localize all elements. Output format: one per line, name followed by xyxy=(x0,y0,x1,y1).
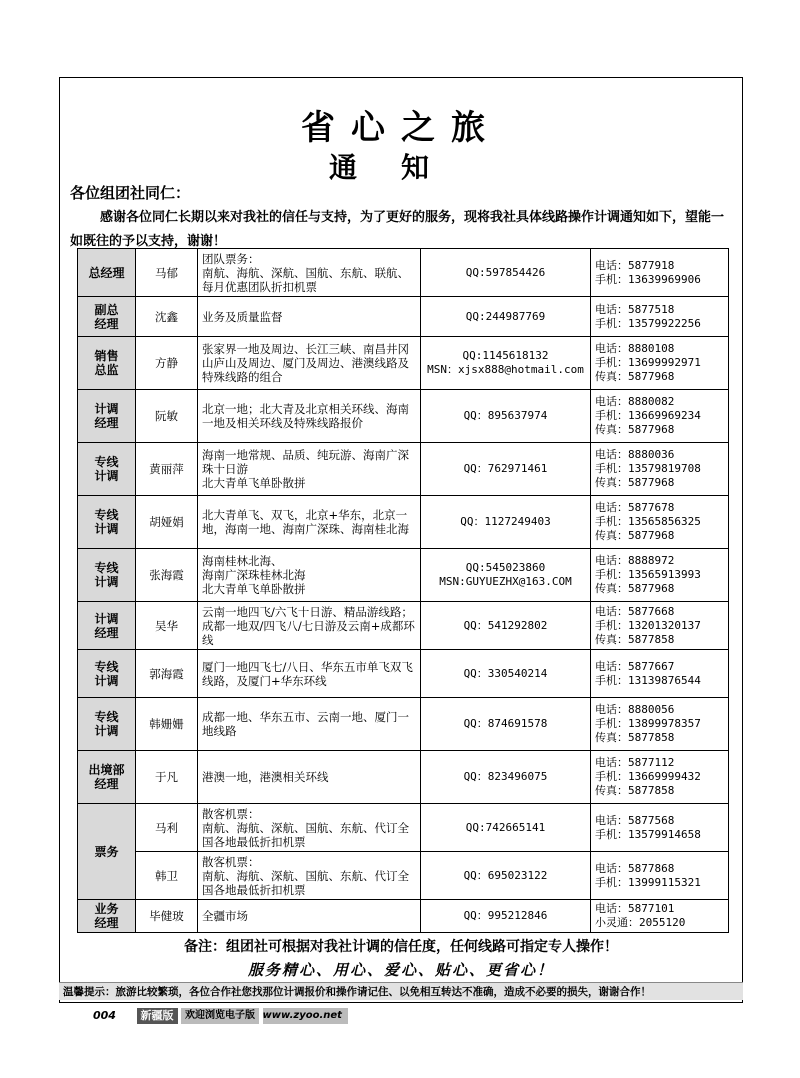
notice-page xyxy=(59,77,743,1003)
staff-phones: 电话：8888972 手机：13565913993 传真：5877968 xyxy=(591,549,729,602)
staff-title: 专线 计调 xyxy=(78,496,136,549)
staff-title: 计调 经理 xyxy=(78,390,136,443)
warm-tip: 温馨提示：旅游比较繁琐，各位合作社您找那位计调报价和操作请记住、以免相互转达不准确，造成不必要的损失，谢谢合作！ xyxy=(59,982,743,1000)
table-row xyxy=(78,297,729,337)
staff-name: 毕健玻 xyxy=(136,900,198,933)
staff-contact: QQ：330540214 xyxy=(421,650,591,698)
staff-title: 专线 计调 xyxy=(78,698,136,751)
staff-name: 于凡 xyxy=(136,751,198,804)
staff-contact: QQ:597854426 xyxy=(421,249,591,297)
table-row xyxy=(78,602,729,650)
remark: 备注：组团社可根据对我社计调的信任度，任何线路可指定专人操作！ xyxy=(184,939,618,955)
staff-phones: 电话：5877678 手机：13565856325 传真：5877968 xyxy=(591,496,729,549)
staff-phones: 电话：5877868 手机：13999115321 xyxy=(591,852,729,900)
intro-paragraph: 感谢各位同仁长期以来对我社的信任与支持，为了更好的服务，现将我社具体线路操作计调通知如下，望能一如既往的予以支持，谢谢！ xyxy=(70,210,725,249)
table-row xyxy=(78,443,729,496)
table-row xyxy=(78,337,729,390)
staff-title: 专线 计调 xyxy=(78,443,136,496)
table-row xyxy=(78,496,729,549)
staff-title: 计调 经理 xyxy=(78,602,136,650)
staff-contact: QQ：1127249403 xyxy=(421,496,591,549)
table-row xyxy=(78,549,729,602)
staff-duties: 云南一地四飞/六飞十日游、精品游线路；成都一地双/四飞八/七日游及云南+成都环线 xyxy=(198,602,421,650)
table-row xyxy=(78,249,729,297)
table-row xyxy=(78,390,729,443)
staff-duties: 厦门一地四飞七/八日、华东五市单飞双飞线路，及厦门+华东环线 xyxy=(198,650,421,698)
staff-phones: 电话：8880056 手机：13899978357 传真：5877858 xyxy=(591,698,729,751)
staff-phones: 电话：5877101 小灵通：2055120 xyxy=(591,900,729,933)
staff-duties: 业务及质量监督 xyxy=(198,297,421,337)
staff-contact: QQ:545023860 MSN:GUYUEZHX@163.COM xyxy=(421,549,591,602)
staff-contact: QQ：541292802 xyxy=(421,602,591,650)
staff-duties: 北京一地；北大青及北京相关环线、海南一地及相关环线及特殊线路报价 xyxy=(198,390,421,443)
staff-name: 张海霞 xyxy=(136,549,198,602)
table-row xyxy=(78,751,729,804)
staff-title: 出境部 经理 xyxy=(78,751,136,804)
website-link[interactable]: www.zyoo.net xyxy=(263,1008,348,1024)
staff-phones: 电话：5877112 手机：13669999432 传真：5877858 xyxy=(591,751,729,804)
staff-duties: 全疆市场 xyxy=(198,900,421,933)
staff-title: 专线 计调 xyxy=(78,650,136,698)
staff-contact: QQ:244987769 xyxy=(421,297,591,337)
staff-title: 专线 计调 xyxy=(78,549,136,602)
staff-phones: 电话：8880082 手机：13669969234 传真：5877968 xyxy=(591,390,729,443)
staff-table xyxy=(77,248,729,933)
staff-name: 阮敏 xyxy=(136,390,198,443)
staff-name: 沈鑫 xyxy=(136,297,198,337)
staff-contact: QQ：762971461 xyxy=(421,443,591,496)
staff-name: 郭海霞 xyxy=(136,650,198,698)
staff-contact: QQ：895637974 xyxy=(421,390,591,443)
staff-name: 胡娅娟 xyxy=(136,496,198,549)
staff-duties: 港澳一地，港澳相关环线 xyxy=(198,751,421,804)
table-row xyxy=(78,900,729,933)
page-number: 004 xyxy=(93,1009,116,1022)
greeting: 各位组团社同仁： xyxy=(70,184,191,202)
staff-contact: QQ：874691578 xyxy=(421,698,591,751)
staff-title: 业务 经理 xyxy=(78,900,136,933)
staff-phones: 电话：5877568 手机：13579914658 xyxy=(591,804,729,852)
staff-duties: 成都一地、华东五市、云南一地、厦门一地线路 xyxy=(198,698,421,751)
staff-duties: 散客机票： 南航、海航、深航、国航、东航、代订全国各地最低折扣机票 xyxy=(198,852,421,900)
staff-name: 马郁 xyxy=(136,249,198,297)
staff-duties: 北大青单飞、双飞，北京+华东，北京一地，海南一地、海南广深珠、海南桂北海 xyxy=(198,496,421,549)
table-row xyxy=(78,698,729,751)
staff-title: 总经理 xyxy=(78,249,136,297)
staff-phones: 电话：8880108 手机：13699992971 传真：5877968 xyxy=(591,337,729,390)
staff-name: 方静 xyxy=(136,337,198,390)
page-title: 省心之旅 xyxy=(301,108,501,148)
staff-phones: 电话：5877518 手机：13579922256 xyxy=(591,297,729,337)
notice-subtitle: 通知 xyxy=(328,151,473,184)
edition-badge: 新疆版 xyxy=(137,1008,178,1024)
staff-name: 吴华 xyxy=(136,602,198,650)
staff-name: 韩卫 xyxy=(136,852,198,900)
welcome-text: 欢迎浏览电子版 xyxy=(181,1008,259,1024)
staff-contact: QQ:1145618132 MSN：xjsx888@hotmail.com xyxy=(421,337,591,390)
staff-contact: QQ：695023122 xyxy=(421,852,591,900)
staff-name: 韩姗姗 xyxy=(136,698,198,751)
staff-contact: QQ:742665141 xyxy=(421,804,591,852)
staff-title: 票务 xyxy=(78,804,136,900)
staff-title: 销售 总监 xyxy=(78,337,136,390)
staff-phones: 电话：5877918 手机：13639969906 xyxy=(591,249,729,297)
staff-contact: QQ：995212846 xyxy=(421,900,591,933)
staff-phones: 电话：5877668 手机：13201320137 传真：5877858 xyxy=(591,602,729,650)
table-row xyxy=(78,650,729,698)
staff-duties: 海南桂林北海、 海南广深珠桂林北海 北大青单飞单卧散拼 xyxy=(198,549,421,602)
staff-duties: 团队票务： 南航、海航、深航、国航、东航、联航、每月优惠团队折扣机票 xyxy=(198,249,421,297)
staff-duties: 海南一地常规、品质、纯玩游、海南广深珠十日游 北大青单飞单卧散拼 xyxy=(198,443,421,496)
table-row xyxy=(78,804,729,852)
staff-phones: 电话：8880036 手机：13579819708 传真：5877968 xyxy=(591,443,729,496)
table-row xyxy=(78,852,729,900)
slogan: 服务精心、用心、爱心、贴心、更省心！ xyxy=(247,961,554,979)
staff-contact: QQ：823496075 xyxy=(421,751,591,804)
page-footer xyxy=(93,1008,348,1024)
staff-name: 马利 xyxy=(136,804,198,852)
staff-name: 黄丽萍 xyxy=(136,443,198,496)
staff-phones: 电话：5877667 手机：13139876544 xyxy=(591,650,729,698)
staff-duties: 散客机票： 南航、海航、深航、国航、东航、代订全国各地最低折扣机票 xyxy=(198,804,421,852)
staff-title: 副总 经理 xyxy=(78,297,136,337)
staff-duties: 张家界一地及周边、长江三峡、南昌井冈山庐山及周边、厦门及周边、港澳线路及特殊线路的组合 xyxy=(198,337,421,390)
